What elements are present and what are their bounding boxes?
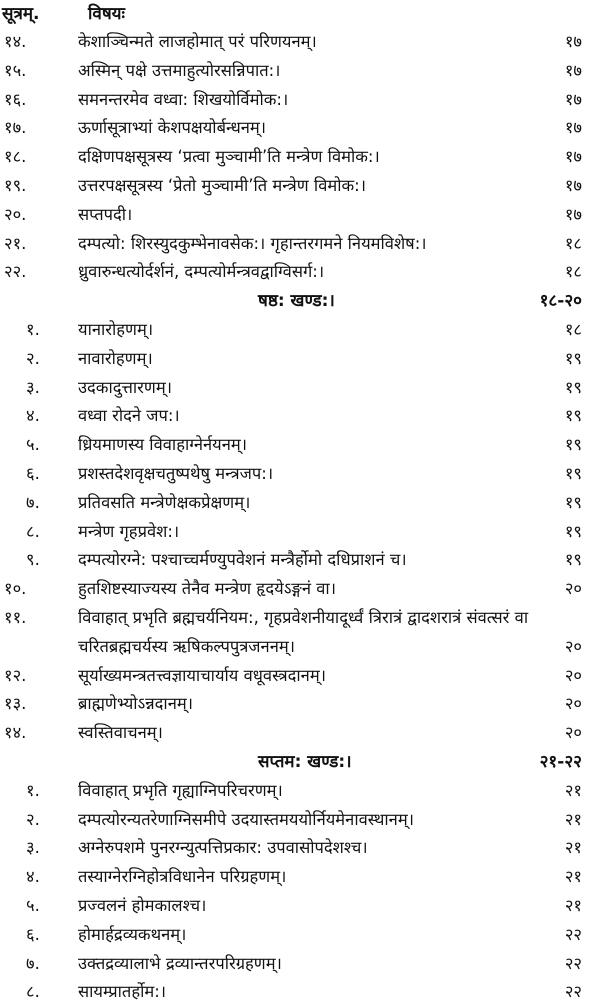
page-number: १९ — [564, 378, 582, 397]
sutra-number: २०. — [4, 205, 27, 224]
contents-row — [0, 546, 600, 574]
page-number: २० — [564, 637, 582, 656]
sutra-number: ८. — [26, 522, 40, 541]
sutra-number: ७. — [26, 954, 40, 973]
contents-row — [0, 719, 600, 747]
sutra-number: ६. — [26, 464, 40, 483]
page-number: १८ — [564, 234, 582, 253]
topic-text: तस्याग्नेरग्निहोत्रविधानेन परिग्रहणम्। — [78, 867, 287, 886]
topic-text: स्वस्तिवाचनम्। — [78, 723, 163, 742]
sutra-number: ९. — [26, 550, 40, 569]
page-number: २१ — [564, 810, 582, 829]
contents-row — [0, 489, 600, 517]
topic-text: उक्तद्रव्यालाभे द्रव्यान्तरपरिग्रहणम्। — [78, 954, 282, 973]
contents-row — [0, 690, 600, 718]
contents-row — [0, 28, 600, 56]
section-heading — [0, 748, 600, 776]
contents-row — [0, 172, 600, 200]
topic-text: प्रतिवसति मन्त्रेणेक्षकप्रेक्षणम्। — [78, 493, 251, 512]
sutra-number: ५. — [26, 896, 40, 915]
sutra-number: ११. — [4, 608, 27, 627]
topic-text: दक्षिणपक्षसूत्रस्य ‘प्रत्वा मुञ्चामी’ति मन्त्रेण विमोक:। — [78, 147, 380, 166]
contents-row — [0, 777, 600, 805]
page-number: १७ — [564, 147, 582, 166]
contents-row — [0, 374, 600, 402]
page-number: १७ — [564, 61, 582, 80]
page-number: २२ — [564, 925, 582, 944]
sutra-number: १८. — [4, 147, 27, 166]
page-number: १९ — [564, 493, 582, 512]
topic-text: ध्रुवारुन्धत्योर्दर्शनं, दम्पत्योर्मन्त्रवद्वाग्विसर्ग:। — [78, 262, 325, 281]
contents-row — [0, 431, 600, 459]
page-number: १७ — [564, 176, 582, 195]
topic-text: विवाहात् प्रभृति ब्रह्मचर्यनियम:, गृहप्रवेशनीयादूर्ध्वं त्रिरात्रं द्वादशरात्रं संवत्सरं वा — [78, 608, 529, 627]
sutra-number: १६. — [4, 90, 27, 109]
column-header-vishaya: विषयः — [88, 4, 125, 24]
page-number: १८ — [564, 262, 582, 281]
contents-row — [0, 518, 600, 546]
sutra-number: १. — [26, 320, 40, 339]
column-header-row — [0, 0, 600, 28]
page-number: २० — [564, 723, 582, 742]
section-page-range: १८-२० — [539, 291, 582, 311]
page-number: २० — [564, 694, 582, 713]
sutra-number: २. — [26, 810, 40, 829]
topic-text: चरितब्रह्मचर्यस्य ऋषिकल्पपुत्रजननम्। — [78, 637, 295, 656]
contents-row — [0, 892, 600, 920]
topic-text: सायम्प्रातर्होम:। — [78, 982, 167, 1001]
topic-text: यानारोहणम्। — [78, 320, 154, 339]
contents-row — [0, 921, 600, 949]
page-number: २० — [564, 666, 582, 685]
contents-row — [0, 201, 600, 229]
contents-row-continuation — [0, 633, 600, 661]
sutra-number: १३. — [4, 694, 27, 713]
sutra-number: १४. — [4, 723, 27, 742]
topic-text: ब्राह्मणेभ्योऽन्नदानम्। — [78, 694, 193, 713]
page-number: १९ — [564, 522, 582, 541]
column-header-sutra: सूत्रम्. — [2, 4, 40, 24]
contents-row — [0, 950, 600, 978]
sutra-number: ५. — [26, 435, 40, 454]
contents-row — [0, 143, 600, 171]
contents-row — [0, 978, 600, 1006]
topic-text: हुतशिष्टस्याज्यस्य तेनैव मन्त्रेण हृदयेऽङ्गनं वा। — [78, 579, 336, 598]
page-number: १७ — [564, 205, 582, 224]
topic-text: सूर्याख्यमन्त्रतत्त्वज्ञायाचार्याय वधूवस्त्रदानम्। — [78, 666, 326, 685]
section-title: सप्तम: खण्ड:। — [258, 752, 352, 772]
section-title: षष्ठ: खण्ड:। — [258, 291, 335, 311]
topic-text: सप्तपदी। — [78, 205, 133, 224]
sutra-number: १. — [26, 781, 40, 800]
contents-row — [0, 863, 600, 891]
topic-text: ध्रियमाणस्य विवाहाग्नेर्नयनम्। — [78, 435, 248, 454]
sutra-number: १०. — [4, 579, 27, 598]
topic-text: अस्मिन् पक्षे उत्तमाहुत्योरसन्निपात:। — [78, 61, 281, 80]
page-number: १९ — [564, 464, 582, 483]
topic-text: प्रज्वलनं होमकालश्च। — [78, 896, 207, 915]
contents-row — [0, 460, 600, 488]
topic-text: अग्नेरुपशमे पुनरग्न्युत्पत्तिप्रकार: उपवासोपदेशश्च। — [78, 838, 368, 857]
page-number: १७ — [564, 118, 582, 137]
page-number: १९ — [564, 435, 582, 454]
sutra-number: १४. — [4, 32, 27, 51]
sutra-number: २. — [26, 349, 40, 368]
topic-text: मन्त्रेण गृहप्रवेश:। — [78, 522, 180, 541]
page-number: २१ — [564, 896, 582, 915]
page-number: २१ — [564, 838, 582, 857]
section-heading — [0, 287, 600, 315]
page-number: १८ — [564, 320, 582, 339]
sutra-number: २१. — [4, 234, 27, 253]
page-number: २२ — [564, 954, 582, 973]
contents-row — [0, 345, 600, 373]
page-number: २१ — [564, 781, 582, 800]
sutra-number: ८. — [26, 982, 40, 1001]
contents-row — [0, 316, 600, 344]
sutra-number: २२. — [4, 262, 27, 281]
sutra-number: १७. — [4, 118, 27, 137]
sutra-number: ७. — [26, 493, 40, 512]
contents-row — [0, 834, 600, 862]
contents-row — [0, 402, 600, 430]
contents-row — [0, 575, 600, 603]
sutra-number: ४. — [26, 867, 40, 886]
topic-text: नावारोहणम्। — [78, 349, 153, 368]
page-number: १७ — [564, 90, 582, 109]
topic-text: दम्पत्यो: शिरस्युदकुम्भेनावसेक:। गृहान्तरगमने नियमविशेष:। — [78, 234, 427, 253]
sutra-number: ३. — [26, 378, 40, 397]
sutra-number: ४. — [26, 406, 40, 425]
topic-text: समनन्तरमेव वध्वा: शिखयोर्विमोक:। — [78, 90, 289, 109]
sutra-number: १२. — [4, 666, 27, 685]
sutra-number: १९. — [4, 176, 27, 195]
contents-row — [0, 230, 600, 258]
page-number: २० — [564, 579, 582, 598]
page-number: २१ — [564, 867, 582, 886]
page-number: १७ — [564, 32, 582, 51]
topic-text: उत्तरपक्षसूत्रस्य ‘प्रेतो मुञ्चामी’ति मन्त्रेण विमोक:। — [78, 176, 366, 195]
sutra-number: ३. — [26, 838, 40, 857]
topic-text: दम्पत्योरन्यतरेणाग्निसमीपे उदयास्तमययोर्नियमेनावस्थानम्। — [78, 810, 414, 829]
section-page-range: २१-२२ — [539, 752, 582, 772]
topic-text: वध्वा रोदने जप:। — [78, 406, 180, 425]
topic-text: उदकादुत्तारणम्। — [78, 378, 172, 397]
contents-row — [0, 86, 600, 114]
page-number: १९ — [564, 349, 582, 368]
topic-text: दम्पत्योरग्ने: पश्चाच्चर्मण्युपवेशनं मन्त्रैर्होमो दधिप्राशनं च। — [78, 550, 407, 569]
topic-text: ऊर्णासूत्राभ्यां केशपक्षयोर्बन्धनम्। — [78, 118, 266, 137]
contents-row — [0, 604, 600, 632]
topic-text: विवाहात् प्रभृति गृह्याग्निपरिचरणम्। — [78, 781, 283, 800]
topic-text: केशाञ्चिन्मते लाजहोमात् परं परिणयनम्। — [78, 32, 317, 51]
page-number: १९ — [564, 550, 582, 569]
contents-row — [0, 57, 600, 85]
contents-row — [0, 258, 600, 286]
sutra-number: ६. — [26, 925, 40, 944]
topic-text: प्रशस्तदेशवृक्षचतुष्पथेषु मन्त्रजप:। — [78, 464, 274, 483]
topic-text: होमार्हद्रव्यकथनम्। — [78, 925, 187, 944]
contents-row — [0, 114, 600, 142]
contents-row — [0, 806, 600, 834]
contents-row — [0, 662, 600, 690]
page-number: १९ — [564, 406, 582, 425]
page-number: २२ — [564, 982, 582, 1001]
sutra-number: १५. — [4, 61, 27, 80]
